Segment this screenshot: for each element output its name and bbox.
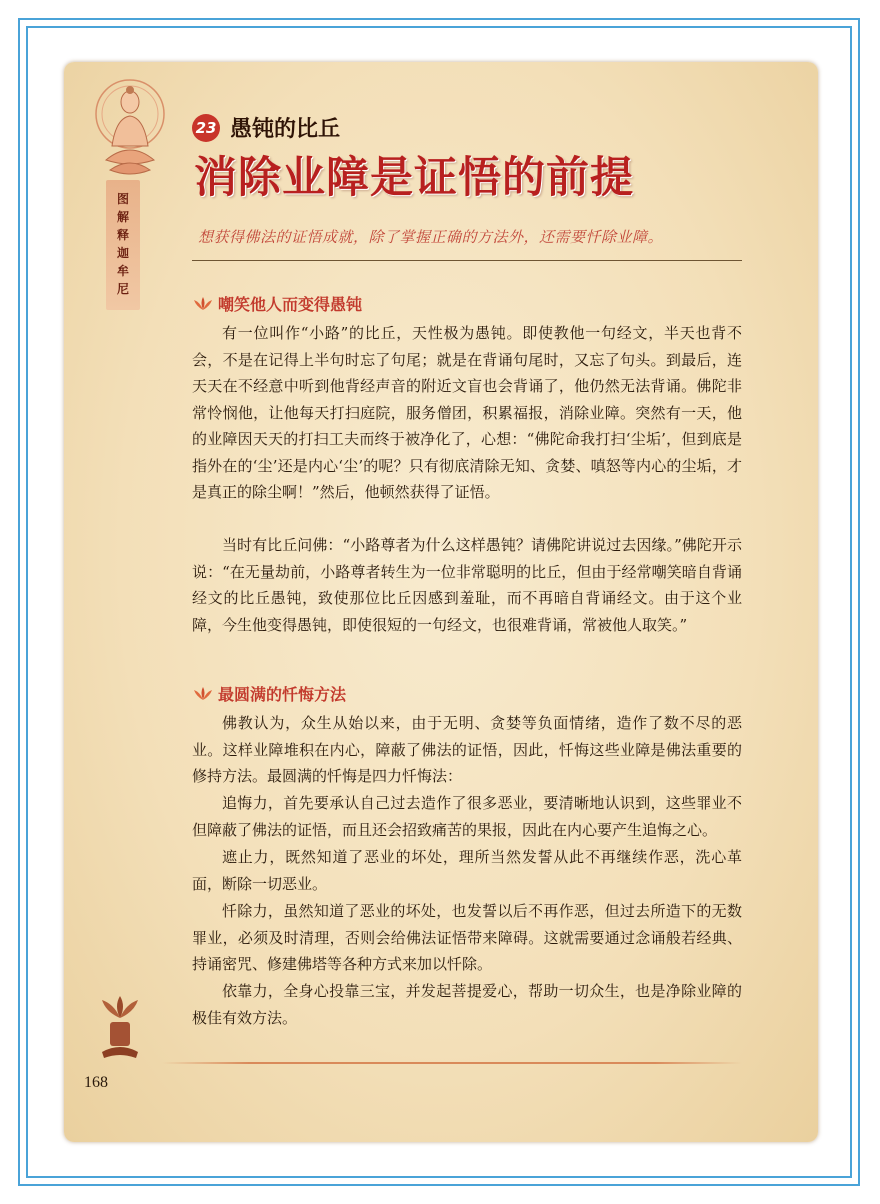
lotus-icon <box>192 296 214 312</box>
paragraph: 当时有比丘问佛：“小路尊者为什么这样愚钝？请佛陀讲说过去因缘。”佛陀开示说：“在无量劫前，小路尊者转生为一位非常聪明的比丘，但由于经常嘲笑暗自背诵经文的比丘愚钝，致使那位比丘因感到羞耻，而不再暗自背诵经文。由于这个业障，今生他变得愚钝，即使很短的一句经文，也很难背诵，常被他人取笑。” <box>192 536 742 634</box>
section-heading-2-text: 最圆满的忏悔方法 <box>218 685 347 704</box>
chapter-title: 愚钝的比丘 <box>230 117 341 142</box>
lotus-ornament-icon <box>96 992 144 1062</box>
page-title: 消除业障是证悟的前提 <box>194 153 634 203</box>
bottom-divider <box>162 1062 742 1064</box>
chapter-number-badge: 23 <box>192 114 220 142</box>
page-number: 168 <box>84 1074 108 1091</box>
paragraph: 依靠力，全身心投靠三宝，并发起菩提爱心，帮助一切众生，也是净除业障的极佳有效方法。 <box>192 982 742 1027</box>
paragraph: 忏除力，虽然知道了恶业的坏处，也发誓以后不再作恶，但过去所造下的无数罪业，必须及时清理，否则会给佛法证悟带来障碍。这就需要通过念诵般若经典、持诵密咒、修建佛塔等各种方式来加以忏除。 <box>192 902 742 973</box>
paragraph: 有一位叫作“小路”的比丘，天性极为愚钝。即使教他一句经文，半天也背不会，不是在记得上半句时忘了句尾；就是在背诵句尾时，又忘了句头。到最后，连天天在不经意中听到他背经声音的附近文盲也会背诵了，他仍然无法背诵。佛陀非常怜悯他，让他每天打扫庭院，服务僧团，积累福报，消除业障。突然有一天，他的业障因天天的打扫工夫而终于被净化了，心想：“佛陀命我打扫‘尘垢’，但到底是指外在的‘尘’还是内心‘尘’的呢？只有彻底清除无知、贪婪、嗔怒等内心的尘垢，才是真正的除尘啊！”然后，他顿然获得了证悟。 <box>192 324 742 501</box>
page-subtitle: 想获得佛法的证悟成就，除了掌握正确的方法外，还需要忏除业障。 <box>198 228 664 246</box>
side-tab-label: 图 解 释 迦 牟 尼 <box>116 192 129 296</box>
paragraph: 遮止力，既然知道了恶业的坏处，理所当然发誓从此不再继续作恶，洗心革面，断除一切恶业。 <box>192 848 742 893</box>
section-heading-2 <box>192 682 346 705</box>
book-page <box>64 62 818 1142</box>
buddha-illustration <box>90 76 170 186</box>
paragraph: 佛教认为，众生从始以来，由于无明、贪婪等负面情绪，造作了数不尽的恶业。这样业障堆积在内心，障蔽了佛法的证悟，因此，忏悔这些业障是佛法重要的修持方法。最圆满的忏悔是四力忏悔法： <box>192 714 742 785</box>
section-heading-1-text: 嘲笑他人而变得愚钝 <box>218 295 363 314</box>
lotus-icon <box>192 686 214 702</box>
title-divider <box>192 260 742 261</box>
section-heading-1 <box>192 292 362 315</box>
paragraph: 追悔力，首先要承认自己过去造作了很多恶业，要清晰地认识到，这些罪业不但障蔽了佛法的证悟，而且还会招致痛苦的果报，因此在内心要产生追悔之心。 <box>192 794 742 839</box>
side-tab <box>106 180 140 310</box>
